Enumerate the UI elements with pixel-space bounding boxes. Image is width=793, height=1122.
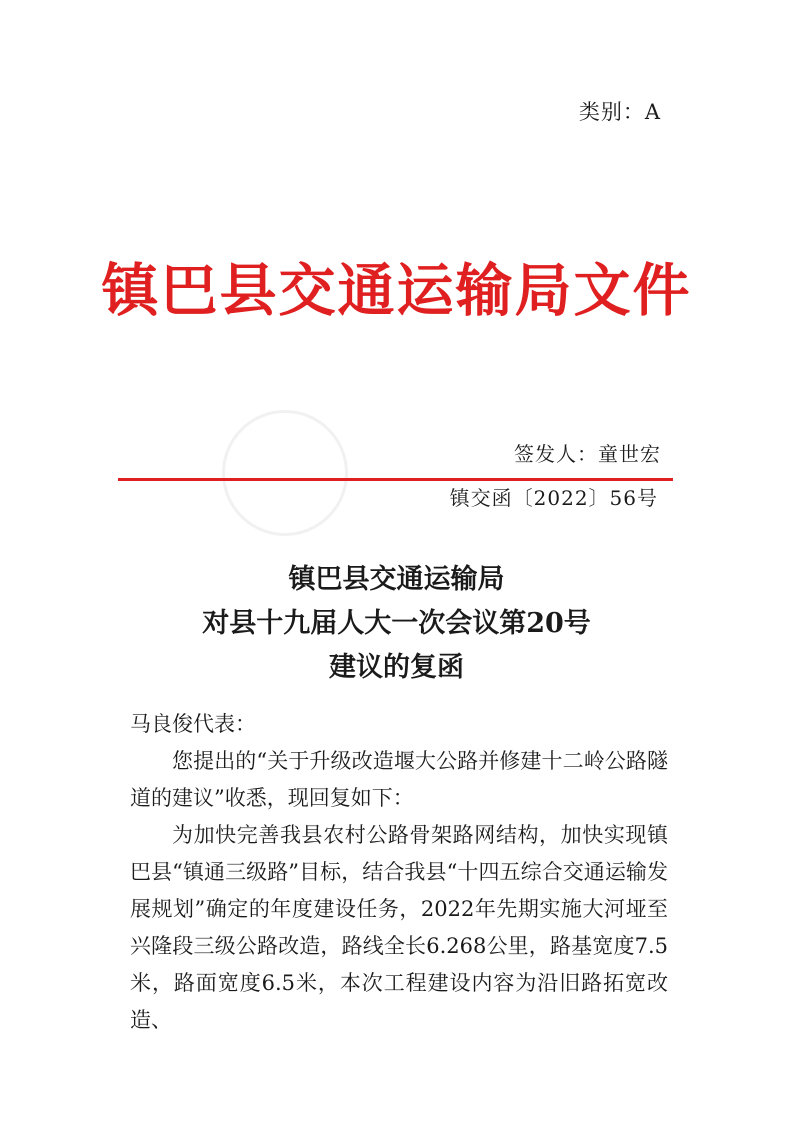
title-line-3: 建议的复函 — [329, 652, 464, 683]
document-title — [0, 558, 793, 690]
title-line-1: 镇巴县交通运输局 — [288, 564, 505, 595]
title-line-2: 对县十九届人大一次会议第20号 — [202, 608, 591, 639]
paragraph: 您提出的“关于升级改造堰大公路并修建十二岭公路隧道的建议”收悉，现回复如下： — [130, 749, 668, 810]
category-label: 类别：A — [578, 100, 661, 124]
paragraph: 为加快完善我县农村公路骨架路网结构，加快实现镇巴县“镇通三级路”目标，结合我县“十四五综合交通运输发展规划”确定的年度建设任务，2022年先期实施大河垭至兴隆段三级公路改造，路线全长6.268公里，路基宽度7.5米，路面宽度6.5米，本次工程建设内容为沿旧路拓宽改造、 — [130, 823, 668, 1032]
salutation: 马良俊代表： — [130, 712, 256, 736]
document-header-title: 镇巴县交通运输局文件 — [101, 257, 692, 324]
red-separator-line — [118, 478, 673, 481]
document-number: 镇交函〔2022〕56号 — [449, 486, 658, 510]
document-body — [130, 706, 668, 1039]
faint-seal-mark — [222, 410, 348, 536]
signer-line: 签发人：童世宏 — [514, 442, 661, 466]
